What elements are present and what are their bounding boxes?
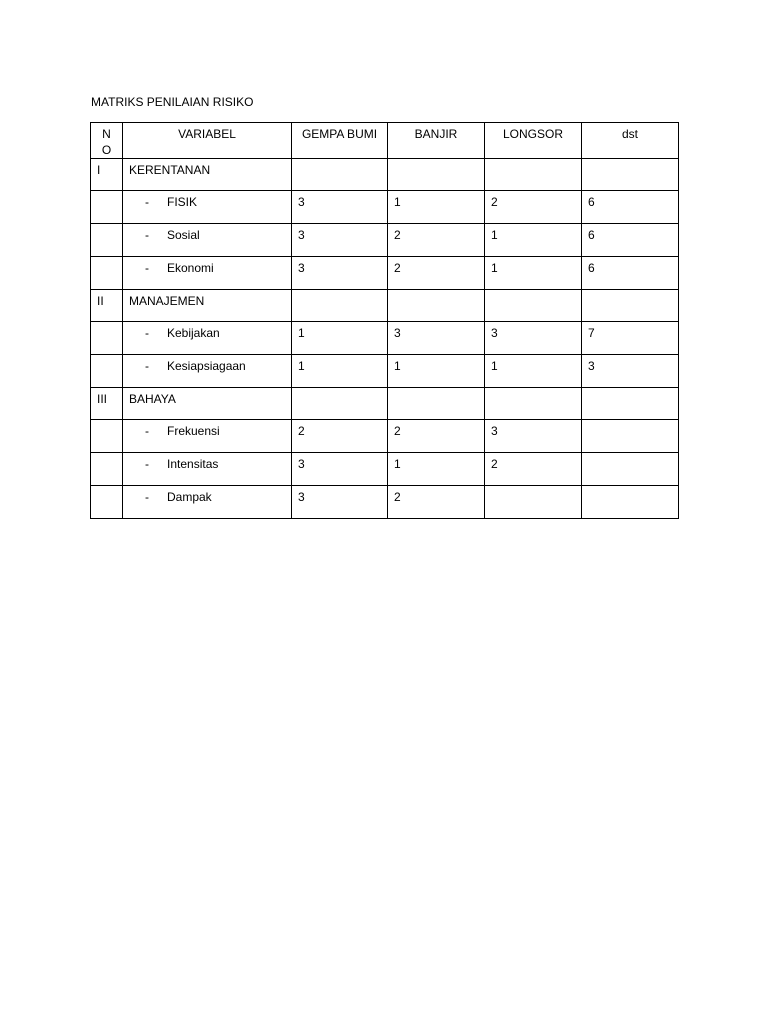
score-banjir: 1: [388, 453, 485, 486]
score-banjir: 2: [388, 257, 485, 290]
score-dst: 6: [582, 257, 679, 290]
header-no-line-1: N: [102, 127, 111, 141]
table-row: [91, 420, 679, 453]
header-banjir: BANJIR: [388, 123, 485, 159]
table-row: [91, 257, 679, 290]
item-variable-cell: [123, 224, 292, 257]
item-label: Intensitas: [167, 457, 219, 471]
item-variable-cell: [123, 486, 292, 519]
score-dst: 6: [582, 224, 679, 257]
score-longsor: 1: [485, 224, 582, 257]
section-empty-cell: [388, 159, 485, 191]
item-number-cell: [91, 355, 123, 388]
item-variable-cell: [123, 191, 292, 224]
item-dash: -: [145, 326, 149, 340]
section-empty-cell: [292, 388, 388, 420]
score-dst: [582, 420, 679, 453]
section-row: [91, 290, 679, 322]
score-dst: [582, 453, 679, 486]
score-longsor: 3: [485, 322, 582, 355]
table-row: [91, 322, 679, 355]
section-label: KERENTANAN: [123, 159, 292, 191]
table-row: [91, 453, 679, 486]
section-empty-cell: [582, 290, 679, 322]
score-gempa-bumi: 3: [292, 486, 388, 519]
item-number-cell: [91, 257, 123, 290]
section-empty-cell: [485, 388, 582, 420]
table-row: [91, 191, 679, 224]
section-empty-cell: [485, 290, 582, 322]
section-number: I: [91, 159, 123, 191]
score-dst: 7: [582, 322, 679, 355]
section-empty-cell: [485, 159, 582, 191]
score-gempa-bumi: 3: [292, 191, 388, 224]
table-row: [91, 224, 679, 257]
item-label: Kebijakan: [167, 326, 220, 340]
item-label: Sosial: [167, 228, 200, 242]
item-number-cell: [91, 224, 123, 257]
score-gempa-bumi: 3: [292, 453, 388, 486]
score-longsor: 1: [485, 257, 582, 290]
section-label: BAHAYA: [123, 388, 292, 420]
score-gempa-bumi: 2: [292, 420, 388, 453]
score-banjir: 2: [388, 486, 485, 519]
score-banjir: 1: [388, 191, 485, 224]
table-row: [91, 355, 679, 388]
item-number-cell: [91, 191, 123, 224]
item-label: Ekonomi: [167, 261, 214, 275]
score-longsor: 1: [485, 355, 582, 388]
item-variable-cell: [123, 355, 292, 388]
header-variabel: VARIABEL: [123, 123, 292, 159]
header-no: [91, 123, 123, 159]
score-banjir: 1: [388, 355, 485, 388]
score-longsor: 3: [485, 420, 582, 453]
section-row: [91, 159, 679, 191]
item-dash: -: [145, 457, 149, 471]
score-dst: 3: [582, 355, 679, 388]
item-dash: -: [145, 359, 149, 373]
section-empty-cell: [388, 388, 485, 420]
score-banjir: 2: [388, 420, 485, 453]
section-row: [91, 388, 679, 420]
score-longsor: [485, 486, 582, 519]
table-header-row: [91, 123, 679, 159]
score-longsor: 2: [485, 453, 582, 486]
item-variable-cell: [123, 322, 292, 355]
score-banjir: 3: [388, 322, 485, 355]
item-number-cell: [91, 322, 123, 355]
item-dash: -: [145, 490, 149, 504]
item-variable-cell: [123, 420, 292, 453]
score-dst: 6: [582, 191, 679, 224]
table-body: [91, 159, 679, 519]
score-gempa-bumi: 1: [292, 355, 388, 388]
score-gempa-bumi: 3: [292, 257, 388, 290]
section-empty-cell: [292, 290, 388, 322]
item-variable-cell: [123, 453, 292, 486]
header-no-line-2: O: [101, 143, 112, 157]
section-label: MANAJEMEN: [123, 290, 292, 322]
item-number-cell: [91, 453, 123, 486]
section-number: III: [91, 388, 123, 420]
item-dash: -: [145, 195, 149, 209]
score-dst: [582, 486, 679, 519]
item-label: FISIK: [167, 195, 198, 209]
item-label: Dampak: [167, 490, 212, 504]
item-dash: -: [145, 424, 149, 438]
header-dst: dst: [582, 123, 679, 159]
section-empty-cell: [582, 388, 679, 420]
score-banjir: 2: [388, 224, 485, 257]
item-variable-cell: [123, 257, 292, 290]
header-longsor: LONGSOR: [485, 123, 582, 159]
section-empty-cell: [582, 159, 679, 191]
item-label: Kesiapsiagaan: [167, 359, 246, 373]
item-dash: -: [145, 261, 149, 275]
risk-matrix-table: [90, 122, 679, 519]
table-row: [91, 486, 679, 519]
item-label: Frekuensi: [167, 424, 220, 438]
header-gempa-bumi: GEMPA BUMI: [292, 123, 388, 159]
item-number-cell: [91, 420, 123, 453]
section-number: II: [91, 290, 123, 322]
item-number-cell: [91, 486, 123, 519]
score-longsor: 2: [485, 191, 582, 224]
section-empty-cell: [388, 290, 485, 322]
section-empty-cell: [292, 159, 388, 191]
page-title: MATRIKS PENILAIAN RISIKO: [91, 95, 254, 109]
score-gempa-bumi: 1: [292, 322, 388, 355]
score-gempa-bumi: 3: [292, 224, 388, 257]
item-dash: -: [145, 228, 149, 242]
